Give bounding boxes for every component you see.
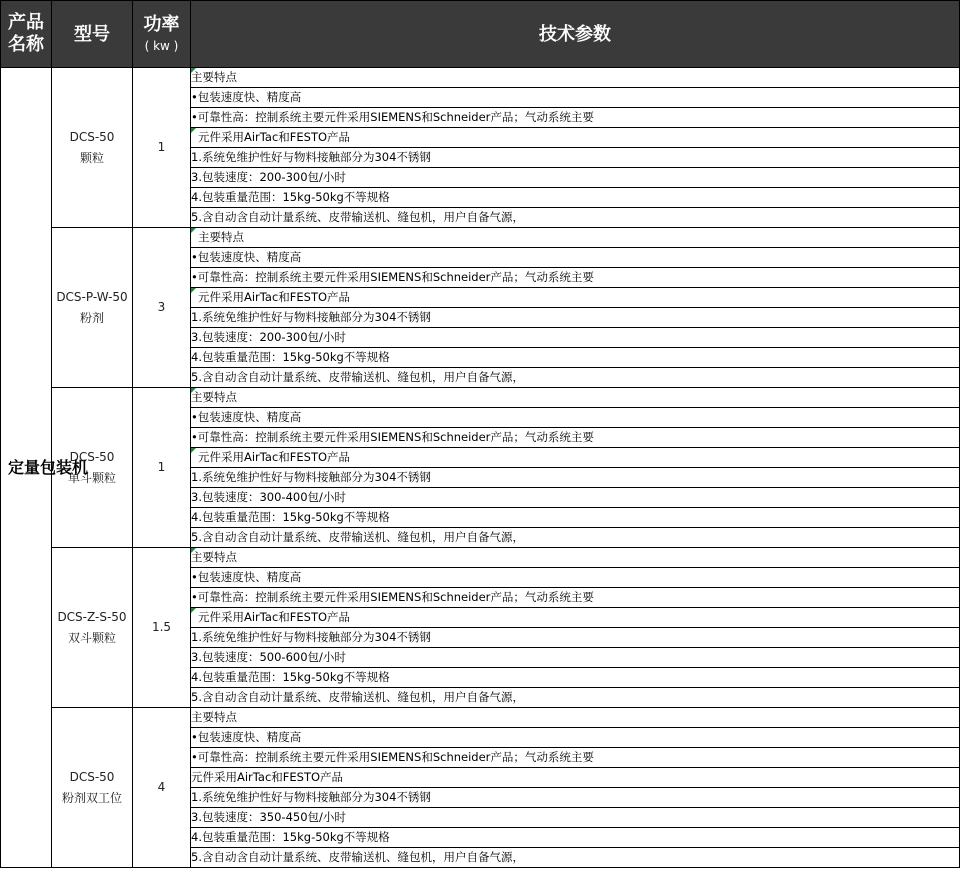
spec-line: •包装速度快、精度高 [191, 248, 960, 268]
spec-line: 4.包装重量范围：15kg-50kg不等规格 [191, 668, 960, 688]
power-cell: 1.5 [133, 548, 191, 708]
header-power-label: 功率 [143, 13, 180, 35]
model-type: 粉剂双工位 [61, 790, 122, 805]
spec-line: 元件采用AirTac和FESTO产品 [191, 448, 960, 468]
spec-line: •包装速度快、精度高 [191, 408, 960, 428]
model-code: DCS-Z-S-50 [57, 609, 127, 624]
model-code: DCS-50 [69, 129, 115, 144]
table-row [1, 388, 960, 408]
spec-line: •可靠性高：控制系统主要元件采用SIEMENS和Schneider产品；气动系统主要 [191, 108, 960, 128]
spec-line: 3.包装速度：200-300包/小时 [191, 168, 960, 188]
header-category-label: 产品名称 [8, 12, 44, 55]
model-cell [52, 548, 133, 708]
model-type: 粉剂 [79, 310, 104, 325]
spec-line: 5.含自动含自动计量系统、皮带输送机、缝包机，用户自备气源， [191, 208, 960, 228]
spec-line: 元件采用AirTac和FESTO产品 [191, 288, 960, 308]
spec-line: 1.系统免维护性好与物料接触部分为304不锈钢 [191, 788, 960, 808]
spec-line: 3.包装速度：200-300包/小时 [191, 328, 960, 348]
power-cell: 1 [133, 388, 191, 548]
spec-line: 4.包装重量范围：15kg-50kg不等规格 [191, 508, 960, 528]
spec-line: 主要特点 [191, 228, 960, 248]
model-cell [52, 708, 133, 868]
table-body [1, 68, 960, 868]
table-row [1, 228, 960, 248]
category-label: 定量包装机 [8, 457, 89, 477]
spec-line: •可靠性高：控制系统主要元件采用SIEMENS和Schneider产品；气动系统主要 [191, 268, 960, 288]
spec-line: •包装速度快、精度高 [191, 568, 960, 588]
model-type: 单斗颗粒 [67, 470, 116, 485]
spec-line: 元件采用AirTac和FESTO产品 [191, 768, 960, 788]
spec-line: •可靠性高：控制系统主要元件采用SIEMENS和Schneider产品；气动系统主要 [191, 588, 960, 608]
power-cell: 3 [133, 228, 191, 388]
spec-line: 5.含自动含自动计量系统、皮带输送机、缝包机，用户自备气源， [191, 528, 960, 548]
spec-line: 1.系统免维护性好与物料接触部分为304不锈钢 [191, 628, 960, 648]
spec-line: 3.包装速度：500-600包/小时 [191, 648, 960, 668]
spec-line: 主要特点 [191, 68, 960, 88]
header-specs: 技术参数 [191, 1, 960, 68]
model-code: DCS-50 [69, 449, 115, 464]
model-cell [52, 228, 133, 388]
spec-line: 1.系统免维护性好与物料接触部分为304不锈钢 [191, 148, 960, 168]
spec-line: 4.包装重量范围：15kg-50kg不等规格 [191, 188, 960, 208]
header-power [133, 1, 191, 68]
spec-line: 4.包装重量范围：15kg-50kg不等规格 [191, 348, 960, 368]
spec-line: 元件采用AirTac和FESTO产品 [191, 128, 960, 148]
model-cell [52, 68, 133, 228]
power-cell: 4 [133, 708, 191, 868]
power-cell: 1 [133, 68, 191, 228]
spec-line: •可靠性高：控制系统主要元件采用SIEMENS和Schneider产品；气动系统主要 [191, 428, 960, 448]
model-code: DCS-P-W-50 [56, 289, 128, 304]
spec-line: 主要特点 [191, 388, 960, 408]
header-row [1, 1, 960, 68]
spec-line: •包装速度快、精度高 [191, 728, 960, 748]
header-category [1, 1, 52, 68]
spec-line: 主要特点 [191, 708, 960, 728]
spec-line: 1.系统免维护性好与物料接触部分为304不锈钢 [191, 468, 960, 488]
spec-line: •包装速度快、精度高 [191, 88, 960, 108]
spec-line: 5.含自动含自动计量系统、皮带输送机、缝包机，用户自备气源， [191, 848, 960, 868]
spec-line: •可靠性高：控制系统主要元件采用SIEMENS和Schneider产品；气动系统主要 [191, 748, 960, 768]
table-row [1, 68, 960, 88]
header-power-unit: ( kw ) [144, 38, 179, 53]
model-type: 双斗颗粒 [67, 630, 116, 645]
spec-line: 1.系统免维护性好与物料接触部分为304不锈钢 [191, 308, 960, 328]
spec-line: 元件采用AirTac和FESTO产品 [191, 608, 960, 628]
spec-line: 5.含自动含自动计量系统、皮带输送机、缝包机，用户自备气源， [191, 688, 960, 708]
table-row [1, 548, 960, 568]
header-model: 型号 [52, 1, 133, 68]
spec-line: 3.包装速度：350-450包/小时 [191, 808, 960, 828]
table-row [1, 708, 960, 728]
model-code: DCS-50 [69, 769, 115, 784]
spec-line: 4.包装重量范围：15kg-50kg不等规格 [191, 828, 960, 848]
spec-line: 3.包装速度：300-400包/小时 [191, 488, 960, 508]
spec-line: 5.含自动含自动计量系统、皮带输送机、缝包机，用户自备气源， [191, 368, 960, 388]
spec-line: 主要特点 [191, 548, 960, 568]
model-type: 颗粒 [79, 150, 104, 165]
category-cell [1, 68, 89, 868]
